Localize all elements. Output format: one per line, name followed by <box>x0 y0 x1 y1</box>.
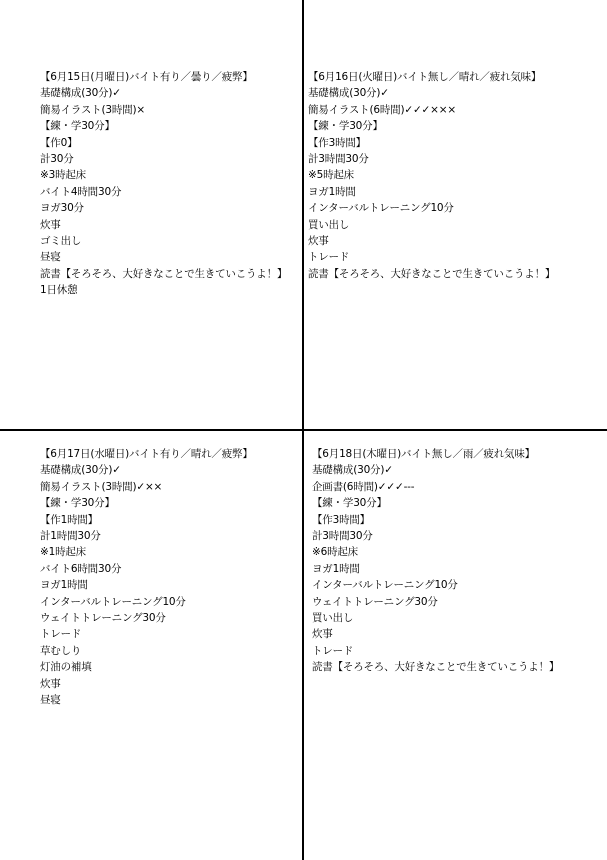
entry-line: 【作1時間】 <box>40 513 98 526</box>
entry-line: 草むしり <box>40 644 82 657</box>
entry-line: 読書【そろそろ、大好きなことで生きていこうよ！】 <box>308 267 556 280</box>
entry-line: 炊事 <box>40 218 61 231</box>
entry-june-17 <box>40 446 253 709</box>
entry-line: ヨガ30分 <box>40 202 84 215</box>
entry-line: 計30分 <box>40 153 74 166</box>
entry-line: 昼寝 <box>40 251 61 264</box>
entry-line: ※5時起床 <box>308 169 354 182</box>
entry-line: インターバルトレーニング10分 <box>40 595 186 608</box>
entry-line: インターバルトレーニング10分 <box>312 579 458 592</box>
entry-header: 【6月15日(月曜日)バイト有り／曇り／疲弊】 <box>40 71 253 83</box>
entry-line: トレード <box>40 628 82 641</box>
entry-line: 基礎構成(30分)✓ <box>308 87 389 100</box>
entry-line: 基礎構成(30分)✓ <box>40 87 121 100</box>
entry-june-15 <box>40 69 287 299</box>
entry-line: 基礎構成(30分)✓ <box>40 464 121 477</box>
entry-header: 【6月18日(木曜日)バイト無し／雨／疲れ気味】 <box>312 448 535 460</box>
entry-june-18 <box>312 446 559 676</box>
entry-line: バイト4時間30分 <box>40 185 122 198</box>
entry-line: ※6時起床 <box>312 546 358 559</box>
entry-line: 灯油の補填 <box>40 661 92 674</box>
entry-line: 【練・学30分】 <box>40 497 115 510</box>
horizontal-divider <box>0 429 607 431</box>
entry-line: ゴミ出し <box>40 235 82 248</box>
entry-line: 【練・学30分】 <box>308 120 383 133</box>
entry-line: 炊事 <box>308 235 329 248</box>
entry-line: ウェイトトレーニング30分 <box>312 595 438 608</box>
entry-line: 昼寝 <box>40 694 61 707</box>
entry-line: 読書【そろそろ、大好きなことで生きていこうよ！】 <box>312 661 560 674</box>
entry-line: ヨガ1時間 <box>312 562 360 575</box>
entry-line: ※1時起床 <box>40 546 86 559</box>
entry-line: バイト6時間30分 <box>40 562 122 575</box>
entry-line: 1日休憩 <box>40 284 78 297</box>
entry-line: 簡易イラスト(3時間)× <box>40 103 145 116</box>
entry-line: 【作0】 <box>40 136 78 149</box>
entry-line: インターバルトレーニング10分 <box>308 202 454 215</box>
entry-line: 基礎構成(30分)✓ <box>312 464 393 477</box>
entry-line: 【作3時間】 <box>308 136 366 149</box>
entry-header: 【6月17日(水曜日)バイト有り／晴れ／疲弊】 <box>40 448 253 460</box>
entry-line: 炊事 <box>40 677 61 690</box>
entry-line: 簡易イラスト(3時間)✓×× <box>40 480 163 493</box>
entry-line: 炊事 <box>312 628 333 641</box>
entry-header: 【6月16日(火曜日)バイト無し／晴れ／疲れ気味】 <box>308 71 542 83</box>
entry-line: 計3時間30分 <box>312 530 373 543</box>
entry-line: 簡易イラスト(6時間)✓✓✓××× <box>308 103 456 116</box>
entry-line: トレード <box>312 644 354 657</box>
entry-line: ヨガ1時間 <box>308 185 356 198</box>
entry-line: 買い出し <box>312 612 354 625</box>
entry-line: 計1時間30分 <box>40 530 101 543</box>
entry-line: ヨガ1時間 <box>40 579 88 592</box>
entry-june-16 <box>308 69 555 282</box>
entry-line: 読書【そろそろ、大好きなことで生きていこうよ！】 <box>40 267 288 280</box>
entry-line: ※3時起床 <box>40 169 86 182</box>
entry-line: トレード <box>308 251 350 264</box>
entry-line: 買い出し <box>308 218 350 231</box>
entry-line: 【練・学30分】 <box>40 120 115 133</box>
entry-line: 【練・学30分】 <box>312 497 387 510</box>
entry-line: 企画書(6時間)✓✓✓--- <box>312 480 415 493</box>
entry-line: 【作3時間】 <box>312 513 370 526</box>
entry-line: 計3時間30分 <box>308 153 369 166</box>
entry-line: ウェイトトレーニング30分 <box>40 612 166 625</box>
